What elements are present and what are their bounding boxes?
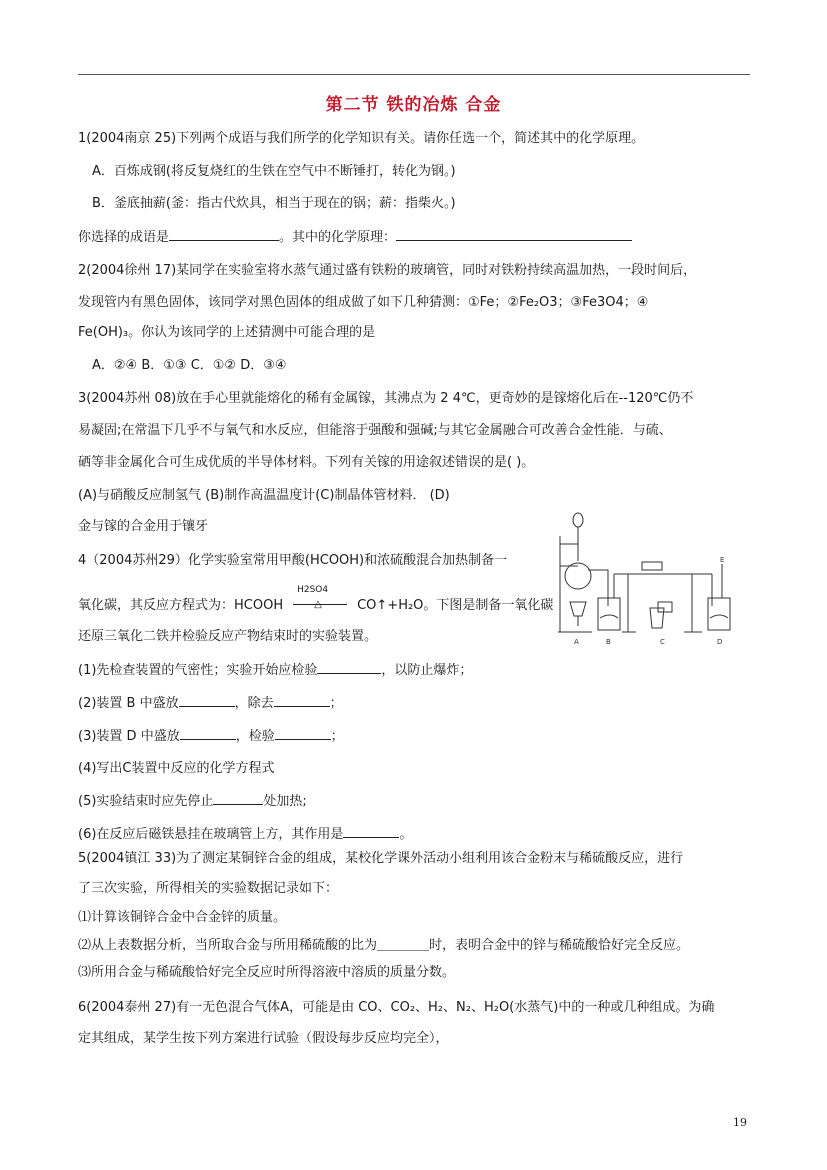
q5-sub3: ⑶所用合金与稀硫酸恰好完全反应时所得溶液中溶质的质量分数。	[78, 965, 456, 980]
q3-line: 硒等非金属化合可生成优质的半导体材料。下列有关镓的用途叙述错误的是( )。	[78, 455, 535, 470]
page-title: 第二节 铁的冶炼 合金	[325, 95, 502, 115]
fig-label-b: B	[606, 638, 611, 646]
q2-line: Fe(OH)₃。你认为该同学的上述猜测中可能合理的是	[78, 325, 376, 340]
answer-blank[interactable]	[396, 228, 632, 241]
answer-blank[interactable]	[274, 694, 330, 707]
q4-sub3: (3)装置 D 中盛放 ，检验 ；	[78, 729, 344, 744]
q6-line: 6(2004泰州 27)有一无色混合气体A，可能是由 CO、CO₂、H₂、N₂、H₂O(水蒸气)中的一种或几种组成。为确	[78, 1000, 715, 1015]
q4-sub5: (5)实验结束时应先停止 处加热;	[78, 794, 307, 809]
fig-label-e: E	[720, 556, 725, 564]
q3-line: 3(2004苏州 08)放在手心里就能熔化的稀有金属镓，其沸点为 2 4℃，更奇妙的是镓熔化后在--120℃仍不	[78, 391, 694, 406]
fig-label-c: C	[660, 638, 665, 646]
q1-option-b: B．釜底抽薪(釜：指古代炊具，相当于现在的锅；薪：指柴火。)	[92, 196, 456, 211]
q4-sub1: (1)先检查装置的气密性；实验开始应检验 ，以防止爆炸；	[78, 663, 473, 678]
answer-blank[interactable]	[317, 661, 381, 674]
q4-sub6: (6)在反应后磁铁悬挂在玻璃管上方，其作用是 。	[78, 827, 413, 842]
q5-sub2: ⑵从上表数据分析，当所取合金与所用稀硫酸的比为＿＿＿＿时，表明合金中的锌与稀硫酸恰好完全反应。	[78, 938, 690, 953]
q5-sub1: ⑴计算该铜锌合金中合金锌的质量。	[78, 910, 287, 925]
q4-line: 还原三氧化二铁并检验反应产物结束时的实验装置。	[78, 629, 378, 644]
apparatus-drawing	[552, 506, 748, 646]
fig-label-d: D	[717, 638, 723, 646]
answer-blank[interactable]	[180, 727, 236, 740]
answer-blank[interactable]	[169, 228, 279, 241]
q3-line: 易凝固;在常温下几乎不与氧气和水反应，但能溶于强酸和强碱;与其它金属融合可改善合金性能．与硫、	[78, 423, 672, 438]
q1-option-a: A．百炼成钢(将反复烧红的生铁在空气中不断锤打，转化为钢。)	[92, 164, 456, 179]
fig-label-a: A	[574, 638, 579, 646]
answer-blank[interactable]	[343, 825, 399, 838]
header-rule	[78, 74, 750, 75]
q3-line: 金与镓的合金用于镶牙	[78, 519, 209, 534]
q4-sub2: (2)装置 B 中盛放 ，除去 ；	[78, 696, 343, 711]
q1-answer-line: 你选择的成语是 。其中的化学原理：	[78, 228, 750, 247]
q2-line: 2(2004徐州 17)某同学在实验室将水蒸气通过盛有铁粉的玻璃管，同时对铁粉持续高温加热，一段时间后，	[78, 263, 697, 278]
q5-line: 5(2004镇江 33)为了测定某铜锌合金的组成，某校化学课外活动小组利用该合金粉末与稀硫酸反应，进行	[78, 851, 684, 866]
reaction-arrow: H2SO4 △	[283, 597, 357, 615]
q1-stem: 1(2004南京 25)下列两个成语与我们所学的化学知识有关。请你任选一个，简述其中的化学原理。	[78, 131, 645, 146]
q4-equation-line: 氧化碳，其反应方程式为：HCOOH H2SO4 △ CO↑+H₂O。下图是制备一氧化碳	[78, 585, 554, 613]
q6-line: 定其组成，某学生按下列方案进行试验（假设每步反应均完全），	[78, 1031, 449, 1046]
answer-blank[interactable]	[213, 792, 263, 805]
answer-blank[interactable]	[275, 727, 331, 740]
apparatus-figure	[552, 506, 748, 646]
q5-line: 了三次实验，所得相关的实验数据记录如下：	[78, 881, 339, 896]
q4-line: 4（2004苏州29）化学实验室常用甲酸(HCOOH)和浓硫酸混合加热制备一	[78, 553, 508, 568]
q2-options: A．②④ B．①③ C．①② D．③④	[92, 358, 287, 373]
q3-options: (A)与硝酸反应制氢气 (B)制作高温温度计(C)制晶体管材料． (D)	[78, 488, 450, 503]
answer-blank[interactable]	[179, 694, 235, 707]
q2-line: 发现管内有黑色固体，该同学对黑色固体的组成做了如下几种猜测：①Fe；②Fe₂O3；③Fe3O4；④	[78, 295, 649, 310]
page-number: 19	[733, 1116, 747, 1129]
q4-sub4: (4)写出C装置中反应的化学方程式	[78, 761, 275, 776]
